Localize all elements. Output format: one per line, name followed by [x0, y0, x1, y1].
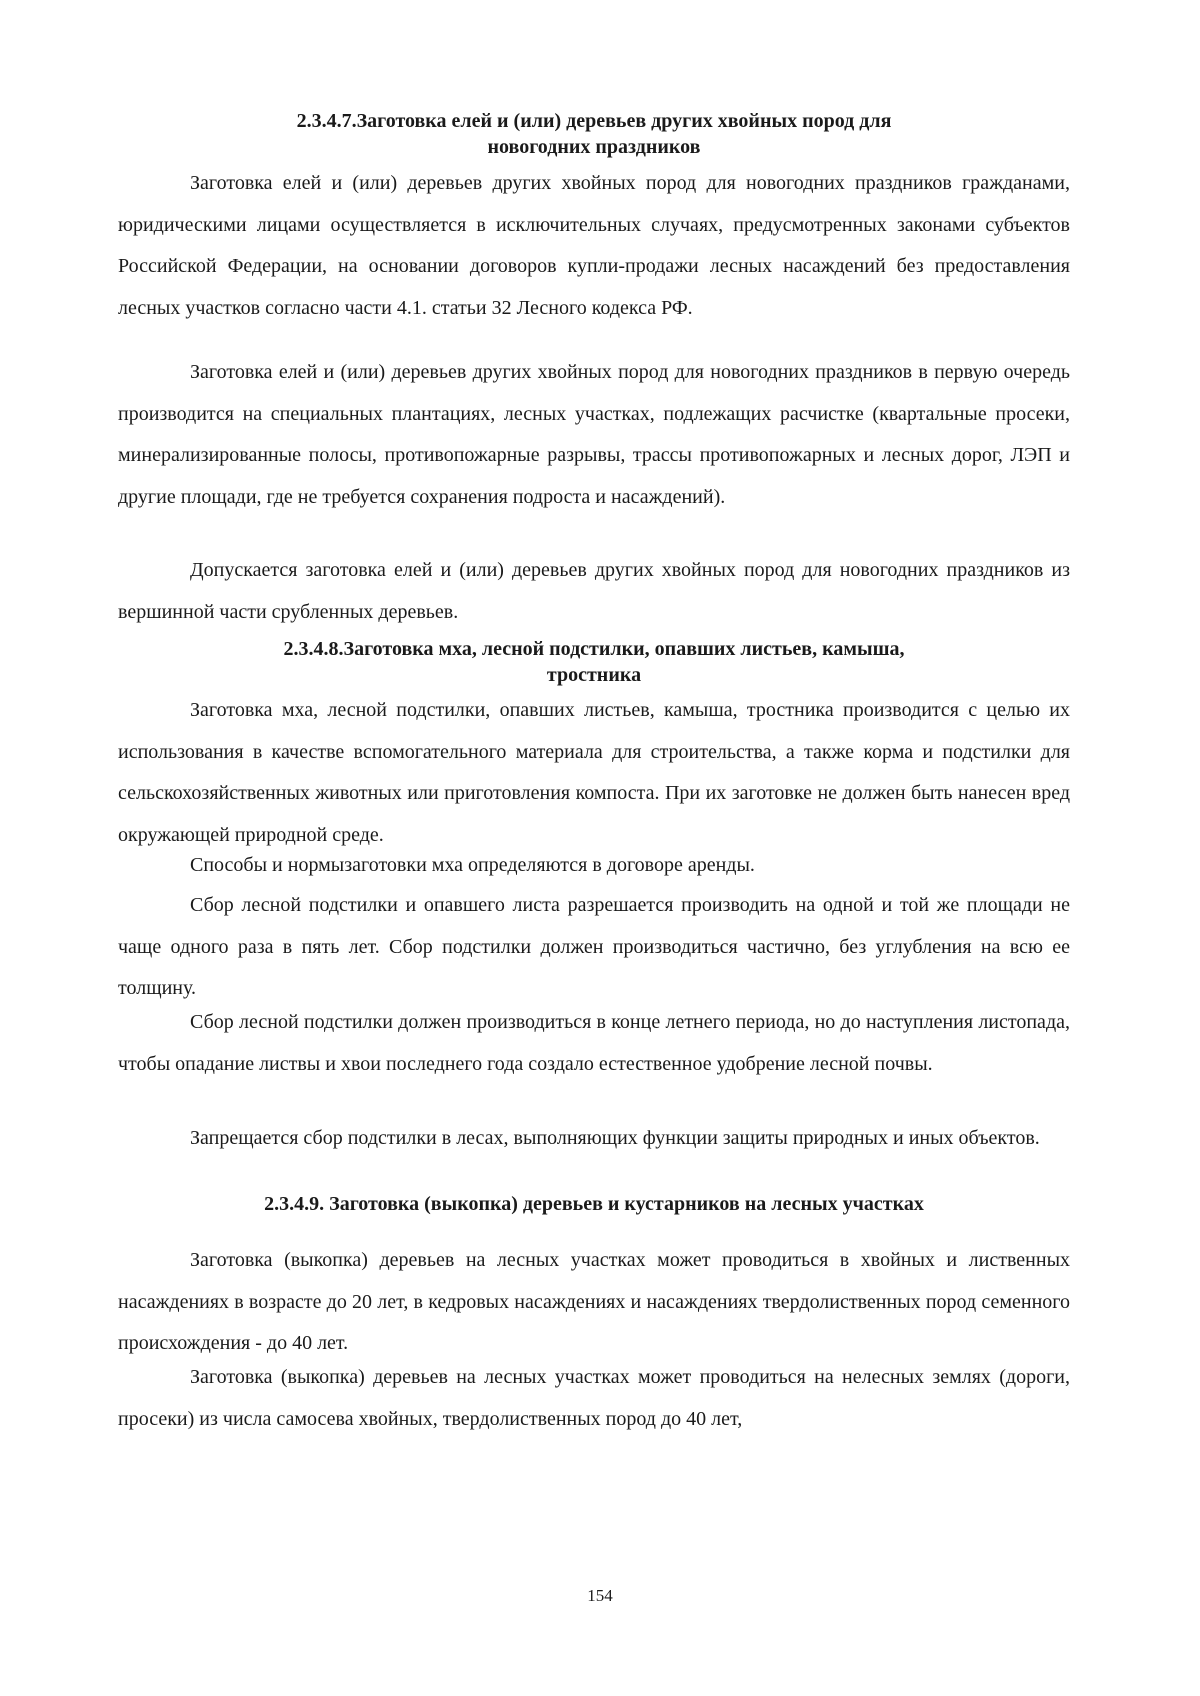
paragraph: Сбор лесной подстилки и опавшего листа разрешается производить на одной и той же площади не чаще одного раза в пять лет. Сбор подстилки должен производиться частично, без углубления на всю ее толщину.	[118, 894, 1070, 999]
section-heading-2-3-4-7	[118, 108, 1070, 160]
paragraph: Заготовка (выкопка) деревьев на лесных участках может проводиться в хвойных и лиственных насаждениях в возрасте до 20 лет, в кедровых насаждениях и насаждениях твердолиственных пород семенного происхождения - до 40 лет.	[118, 1249, 1070, 1354]
paragraph: Запрещается сбор подстилки в лесах, выполняющих функции защиты природных и иных объектов.	[190, 1127, 1040, 1149]
heading-line: 2.3.4.7.Заготовка елей и (или) деревьев других хвойных пород для	[296, 110, 892, 132]
heading-line: новогодних праздников	[487, 136, 701, 158]
paragraph: Допускается заготовка елей и (или) деревьев других хвойных пород для новогодних праздников из вершинной части срубленных деревьев.	[118, 559, 1070, 623]
paragraph: Заготовка елей и (или) деревьев других хвойных пород для новогодних праздников гражданами, юридическими лицами осуществляется в исключительных случаях, предусмотренных законами субъектов Российской Федерации, на основании договоров купли-продажи лесных насаждений без предоставления лесных участков согласно части 4.1. статьи 32 Лесного кодекса РФ.	[118, 172, 1070, 319]
paragraph: Сбор лесной подстилки должен производиться в конце летнего периода, но до наступления листопада, чтобы опадание листвы и хвои последнего года создало естественное удобрение лесной почвы.	[118, 1011, 1070, 1075]
paragraph: Заготовка елей и (или) деревьев других хвойных пород для новогодних праздников в первую очередь производится на специальных плантациях, лесных участках, подлежащих расчистке (квартальные просеки, минерализированные полосы, противопожарные разрывы, трассы противопожарных и лесных дорог, ЛЭП и другие площади, где не требуется сохранения подроста и насаждений).	[118, 361, 1070, 508]
page-number: 154	[587, 1586, 613, 1605]
heading-line: тростника	[546, 664, 642, 686]
paragraph: Способы и нормызаготовки мха определяются в договоре аренды.	[190, 854, 755, 876]
heading-line: 2.3.4.8.Заготовка мха, лесной подстилки, опавших листьев, камыша,	[283, 638, 905, 660]
section-heading-2-3-4-8	[118, 636, 1070, 688]
heading-line: 2.3.4.9. Заготовка (выкопка) деревьев и кустарников на лесных участках	[264, 1193, 924, 1215]
paragraph: Заготовка (выкопка) деревьев на лесных участках может проводиться на нелесных землях (дороги, просеки) из числа самосева хвойных, твердолиственных пород до 40 лет,	[118, 1366, 1070, 1430]
section-heading-2-3-4-9	[118, 1191, 1070, 1217]
paragraph: Заготовка мха, лесной подстилки, опавших листьев, камыша, тростника производится с целью их использования в качестве вспомогательного материала для строительства, а также корма и подстилки для сельскохозяйственных животных или приготовления компоста. При их заготовке не должен быть нанесен вред окружающей природной среде.	[118, 699, 1070, 846]
